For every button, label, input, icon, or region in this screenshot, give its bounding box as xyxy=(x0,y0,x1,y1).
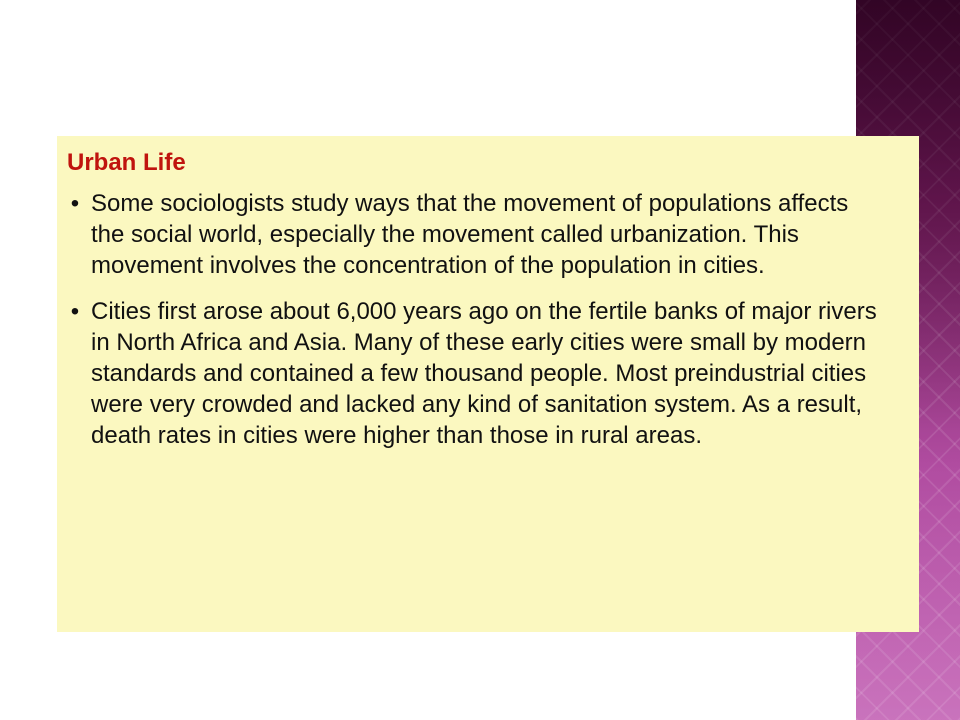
bullet-item xyxy=(65,296,879,451)
bullet-item xyxy=(65,188,879,281)
content-box xyxy=(57,136,919,632)
bullet-list xyxy=(65,188,879,451)
bullet-marker: • xyxy=(70,190,80,217)
bullet-text: Some sociologists study ways that the movement of populations affects the social world, especially the movement called urbanization. This movement involves the concentration of the population in cities. xyxy=(91,190,849,279)
slide-heading: Urban Life xyxy=(67,149,186,176)
bullet-text: Cities first arose about 6,000 years ago on the fertile banks of major rivers in North Africa and Asia. Many of these early cities were small by modern standards and contained a few thousand people. Most preindustrial cities were very crowded and lacked any kind of sanitation system. As a result, death rates in cities were higher than those in rural areas. xyxy=(91,298,877,449)
bullet-marker: • xyxy=(70,298,80,325)
